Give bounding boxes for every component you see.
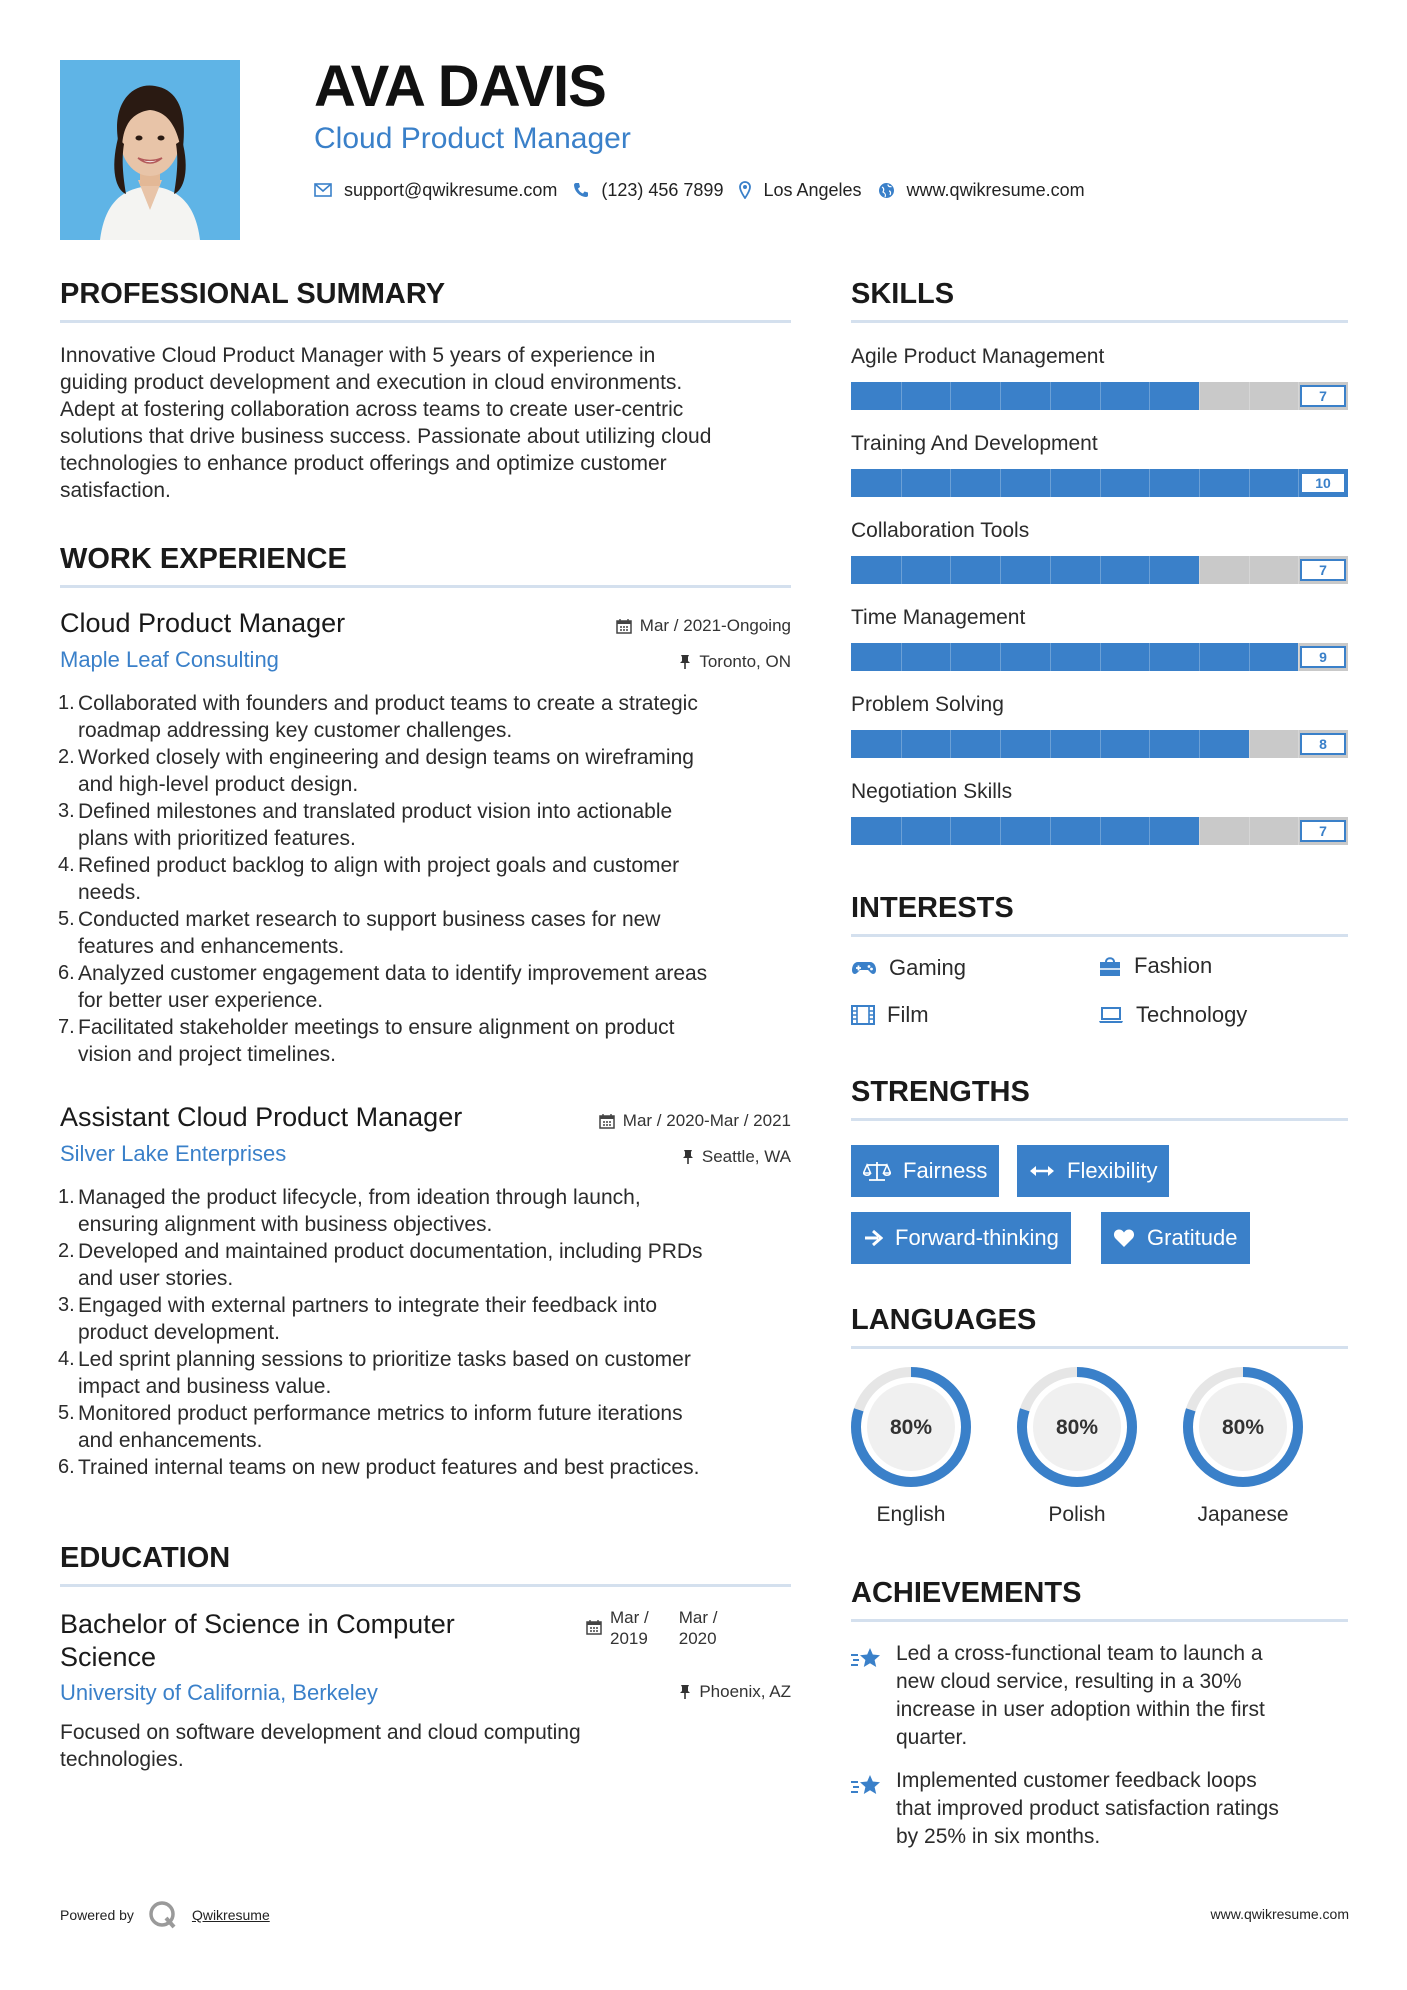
skill-bar-tick — [1000, 556, 1001, 584]
skills-heading: SKILLS — [851, 278, 955, 310]
laptop-icon — [1098, 1006, 1124, 1024]
education-heading: EDUCATION — [60, 1542, 231, 1574]
list-item-line: Developed and maintained product documentation, including PRDs — [78, 1240, 703, 1263]
skill-bar-tick — [1000, 643, 1001, 671]
achievement-line: quarter. — [896, 1726, 968, 1749]
strength-badge — [1017, 1145, 1169, 1197]
skill-bar-tick — [950, 469, 951, 497]
languages-heading: LANGUAGES — [851, 1304, 1037, 1336]
skill-bar — [851, 817, 1348, 845]
list-item-line: Collaborated with founders and product teams to create a strategic — [78, 692, 698, 715]
language-name: Polish — [1048, 1503, 1106, 1526]
list-item-line: for better user experience. — [78, 989, 324, 1012]
skill-bar-tick — [1050, 817, 1051, 845]
list-item-line: Monitored product performance metrics to inform future iterations — [78, 1402, 683, 1425]
skill-bar-tick — [1249, 469, 1250, 497]
interest-item — [1098, 955, 1212, 977]
contact-bar — [314, 178, 1101, 202]
pushpin-icon — [682, 1149, 694, 1165]
education-desc-line: technologies. — [60, 1748, 184, 1771]
film-icon — [851, 1005, 875, 1025]
list-item-line: Engaged with external partners to integrate their feedback into — [78, 1294, 658, 1317]
summary-heading: PROFESSIONAL SUMMARY — [60, 278, 446, 310]
summary-line: technologies to enhance product offerings and optimize customer — [60, 452, 667, 475]
interest-label: Technology — [1136, 1002, 1248, 1027]
language-gauge — [1015, 1365, 1139, 1494]
achievement-line: increase in user adoption within the first — [896, 1698, 1265, 1721]
phone-text: (123) 456 7899 — [601, 179, 724, 200]
skill-bar-tick — [1249, 382, 1250, 410]
languages-rule — [851, 1346, 1348, 1349]
candidate-title: Cloud Product Manager — [314, 122, 631, 155]
list-item-line: Led sprint planning sessions to prioritize tasks based on customer — [78, 1348, 691, 1371]
summary-line: solutions that drive business success. Passionate about utilizing cloud — [60, 425, 712, 448]
education-end — [679, 1607, 718, 1649]
website-text: www.qwikresume.com — [906, 179, 1085, 200]
skill-value: 10 — [1300, 472, 1346, 494]
skill-bar-tick — [1050, 469, 1051, 497]
summary-line: Innovative Cloud Product Manager with 5 years of experience in — [60, 344, 656, 367]
list-item-line: impact and business value. — [78, 1375, 332, 1398]
education-degree — [60, 1608, 455, 1674]
location-text: Los Angeles — [763, 179, 862, 200]
skill-name: Training And Development — [851, 432, 1098, 455]
list-item-line: and high-level product design. — [78, 773, 359, 796]
map-pin-icon — [739, 181, 751, 199]
skill-bar-tick — [1100, 817, 1101, 845]
skill-bar — [851, 469, 1348, 497]
calendar-icon — [599, 1113, 615, 1129]
language-name: English — [876, 1503, 946, 1526]
pushpin-icon — [679, 1684, 691, 1700]
skill-bar-fill — [851, 643, 1298, 671]
strength-label: Gratitude — [1147, 1225, 1238, 1250]
list-item — [60, 744, 800, 798]
summary-rule — [60, 320, 791, 323]
list-item-line: ensuring alignment with business objectives. — [78, 1213, 493, 1236]
skill-value: 7 — [1300, 559, 1346, 581]
brand-link[interactable]: Qwikresume — [191, 1907, 270, 1923]
list-item-line: Worked closely with engineering and design teams on wireframing — [78, 746, 694, 769]
contact-email[interactable] — [314, 180, 557, 201]
pushpin-icon — [679, 654, 691, 670]
contact-phone[interactable] — [573, 180, 723, 201]
job-company: Silver Lake Enterprises — [60, 1141, 287, 1166]
arrows-horizontal-icon — [1029, 1164, 1055, 1178]
skill-bar — [851, 382, 1348, 410]
strength-badge — [851, 1212, 1071, 1264]
list-item-line: Analyzed customer engagement data to identify improvement areas — [78, 962, 708, 985]
arrow-right-icon — [863, 1229, 883, 1247]
skill-bar — [851, 643, 1348, 671]
qwikresume-logo-icon — [148, 1900, 178, 1930]
list-item-line: roadmap addressing key customer challenges. — [78, 719, 513, 742]
skill-bar-tick — [1249, 817, 1250, 845]
contact-website[interactable] — [878, 180, 1085, 201]
education-desc-line: Focused on software development and cloud computing — [60, 1721, 581, 1744]
skill-bar-tick — [950, 730, 951, 758]
skill-bar-tick — [1050, 556, 1051, 584]
interest-item — [851, 1004, 929, 1026]
achievement-line: that improved product satisfaction ratings — [896, 1797, 1279, 1820]
list-item-line: needs. — [78, 881, 142, 904]
skill-bar-tick — [901, 730, 902, 758]
skill-bar-tick — [1199, 643, 1200, 671]
skill-name: Time Management — [851, 606, 1026, 629]
list-item — [60, 1292, 800, 1346]
job-duties-list — [60, 690, 800, 1068]
calendar-icon — [616, 618, 632, 634]
gauge-percent: 80% — [889, 1416, 933, 1439]
profile-photo — [60, 60, 240, 240]
skill-bar-tick — [901, 556, 902, 584]
shopping-bag-icon — [1098, 955, 1122, 977]
education-description — [60, 1719, 800, 1773]
skill-bar-tick — [950, 817, 951, 845]
achievements-heading: ACHIEVEMENTS — [851, 1577, 1082, 1609]
skill-value: 7 — [1300, 820, 1346, 842]
powered-by-text: Powered by — [60, 1907, 134, 1923]
skill-bar-tick — [1249, 730, 1250, 758]
skill-bar — [851, 556, 1348, 584]
skill-bar-tick — [901, 643, 902, 671]
summary-line: guiding product development and execution in cloud environments. — [60, 371, 683, 394]
job-role: Assistant Cloud Product Manager — [60, 1102, 463, 1132]
skill-bar-tick — [1050, 643, 1051, 671]
interest-label: Film — [887, 1002, 929, 1027]
skill-bar-tick — [1199, 382, 1200, 410]
calendar-icon — [586, 1619, 602, 1635]
language-gauge — [849, 1365, 973, 1494]
education-start — [610, 1607, 649, 1649]
skill-bar-tick — [950, 643, 951, 671]
achievement-line: by 25% in six months. — [896, 1825, 1101, 1848]
list-item — [60, 906, 800, 960]
skill-bar-tick — [1149, 382, 1150, 410]
language-name: Japanese — [1197, 1503, 1289, 1526]
interest-label: Gaming — [889, 955, 967, 980]
email-text: support@qwikresume.com — [344, 179, 558, 200]
list-item-line: and user stories. — [78, 1267, 234, 1290]
job-location — [679, 653, 791, 670]
candidate-name: AVA DAVIS — [314, 54, 606, 119]
strength-label: Flexibility — [1067, 1158, 1158, 1183]
job-location-text: Toronto, ON — [699, 652, 791, 671]
achievements-rule — [851, 1619, 1348, 1622]
skill-bar-tick — [1100, 382, 1101, 410]
achievement-line: Implemented customer feedback loops — [896, 1769, 1257, 1792]
strength-label: Fairness — [903, 1158, 988, 1183]
list-item-line: vision and project timelines. — [78, 1043, 336, 1066]
interests-heading: INTERESTS — [851, 892, 1014, 924]
job-dates-text: Mar / 2020-Mar / 2021 — [622, 1111, 791, 1130]
skill-name: Agile Product Management — [851, 345, 1105, 368]
achievement-line: Led a cross-functional team to launch a — [896, 1642, 1263, 1665]
list-item-line: features and enhancements. — [78, 935, 345, 958]
skill-bar-tick — [1149, 730, 1150, 758]
balance-scale-icon — [863, 1160, 891, 1182]
strengths-heading: STRENGTHS — [851, 1076, 1030, 1108]
list-item-line: Defined milestones and translated product vision into actionable — [78, 800, 673, 823]
job-dates-text: Mar / 2021-Ongoing — [639, 616, 791, 635]
skill-bar-tick — [901, 382, 902, 410]
skill-bar — [851, 730, 1348, 758]
skills-rule — [851, 320, 1348, 323]
work-heading: WORK EXPERIENCE — [60, 543, 347, 575]
list-item-line: and enhancements. — [78, 1429, 263, 1452]
skill-bar-tick — [1000, 817, 1001, 845]
shooting-star-icon — [850, 1773, 882, 1799]
list-item — [60, 1400, 800, 1454]
list-item — [60, 690, 800, 744]
gamepad-icon — [851, 960, 877, 976]
summary-line: Adept at fostering collaboration across teams to create user-centric — [60, 398, 684, 421]
job-location — [682, 1148, 791, 1165]
skill-bar-tick — [1000, 469, 1001, 497]
list-item — [60, 1184, 800, 1238]
skill-bar-fill — [851, 382, 1199, 410]
heart-icon — [1113, 1228, 1135, 1248]
job-role: Cloud Product Manager — [60, 608, 346, 638]
achievement-line: new cloud service, resulting in a 30% — [896, 1670, 1242, 1693]
skill-value: 9 — [1300, 646, 1346, 668]
list-item-line: Facilitated stakeholder meetings to ensure alignment on product — [78, 1016, 675, 1039]
degree-line: Bachelor of Science in Computer — [60, 1609, 455, 1639]
skill-bar-tick — [1100, 730, 1101, 758]
interests-rule — [851, 934, 1348, 937]
education-school: University of California, Berkeley — [60, 1680, 378, 1705]
skill-bar-fill — [851, 817, 1199, 845]
envelope-icon — [314, 183, 332, 197]
skill-bar-tick — [1000, 382, 1001, 410]
list-item — [60, 798, 800, 852]
summary-line: satisfaction. — [60, 479, 171, 502]
interest-label: Fashion — [1134, 953, 1213, 978]
skill-name: Problem Solving — [851, 693, 1004, 716]
list-item — [60, 1454, 800, 1481]
summary-text — [60, 342, 800, 504]
skill-name: Collaboration Tools — [851, 519, 1030, 542]
strength-label: Forward-thinking — [895, 1225, 1059, 1250]
list-item-line: Conducted market research to support business cases for new — [78, 908, 661, 931]
skill-bar-tick — [1149, 469, 1150, 497]
work-rule — [60, 585, 791, 588]
list-item — [60, 1238, 800, 1292]
skill-bar-tick — [1100, 556, 1101, 584]
skill-bar-tick — [1199, 469, 1200, 497]
job-location-text: Seattle, WA — [701, 1147, 791, 1166]
skill-bar-tick — [1199, 556, 1200, 584]
skill-bar-tick — [1149, 817, 1150, 845]
education-dates — [586, 1607, 717, 1649]
skill-value: 7 — [1300, 385, 1346, 407]
skill-bar-tick — [950, 556, 951, 584]
gauge-percent: 80% — [1055, 1416, 1099, 1439]
skill-bar-tick — [1100, 643, 1101, 671]
interest-item — [851, 957, 966, 979]
contact-location — [739, 180, 861, 201]
strengths-rule — [851, 1118, 1348, 1121]
footer-powered-by — [60, 1900, 270, 1930]
list-item-line: plans with prioritized features. — [78, 827, 356, 850]
skill-bar-tick — [1249, 643, 1250, 671]
skill-value: 8 — [1300, 733, 1346, 755]
skill-bar-tick — [1249, 556, 1250, 584]
skill-bar-tick — [1000, 730, 1001, 758]
job-dates — [616, 617, 791, 634]
education-location — [679, 1683, 791, 1700]
list-item-line: product development. — [78, 1321, 280, 1344]
skill-bar-tick — [1050, 382, 1051, 410]
list-item — [60, 1014, 800, 1068]
skill-bar-tick — [950, 382, 951, 410]
language-gauge — [1181, 1365, 1305, 1494]
education-location-text: Phoenix, AZ — [699, 1682, 791, 1701]
skill-name: Negotiation Skills — [851, 780, 1013, 803]
list-item-line: Trained internal teams on new product features and best practices. — [78, 1456, 700, 1479]
globe-icon — [878, 182, 895, 199]
strength-badge — [1101, 1212, 1250, 1264]
education-rule — [60, 1584, 791, 1587]
end-month: Mar / — [678, 1608, 718, 1627]
list-item — [60, 960, 800, 1014]
skill-bar-tick — [1149, 556, 1150, 584]
list-item-line: Refined product backlog to align with project goals and customer — [78, 854, 680, 877]
skill-bar-tick — [901, 469, 902, 497]
gauge-percent: 80% — [1221, 1416, 1265, 1439]
start-year: 2019 — [610, 1629, 648, 1648]
skill-bar-tick — [1199, 817, 1200, 845]
list-item — [60, 852, 800, 906]
skill-bar-tick — [1100, 469, 1101, 497]
footer-website[interactable]: www.qwikresume.com — [1210, 1906, 1349, 1922]
skill-bar-tick — [1050, 730, 1051, 758]
list-item-line: Managed the product lifecycle, from ideation through launch, — [78, 1186, 641, 1209]
shooting-star-icon — [850, 1646, 882, 1672]
achievement-item — [896, 1640, 1356, 1752]
strength-badge — [851, 1145, 999, 1197]
skill-bar-tick — [1199, 730, 1200, 758]
job-dates — [599, 1112, 791, 1129]
degree-line: Science — [60, 1642, 157, 1672]
skill-bar-fill — [851, 556, 1199, 584]
achievement-item — [896, 1767, 1356, 1851]
start-month: Mar / — [610, 1608, 649, 1627]
job-duties-list — [60, 1184, 800, 1481]
job-company: Maple Leaf Consulting — [60, 647, 279, 672]
skill-bar-tick — [1149, 643, 1150, 671]
list-item — [60, 1346, 800, 1400]
phone-icon — [573, 182, 589, 198]
end-year: 2020 — [678, 1629, 717, 1648]
interest-item — [1098, 1004, 1247, 1026]
skill-bar-tick — [901, 817, 902, 845]
